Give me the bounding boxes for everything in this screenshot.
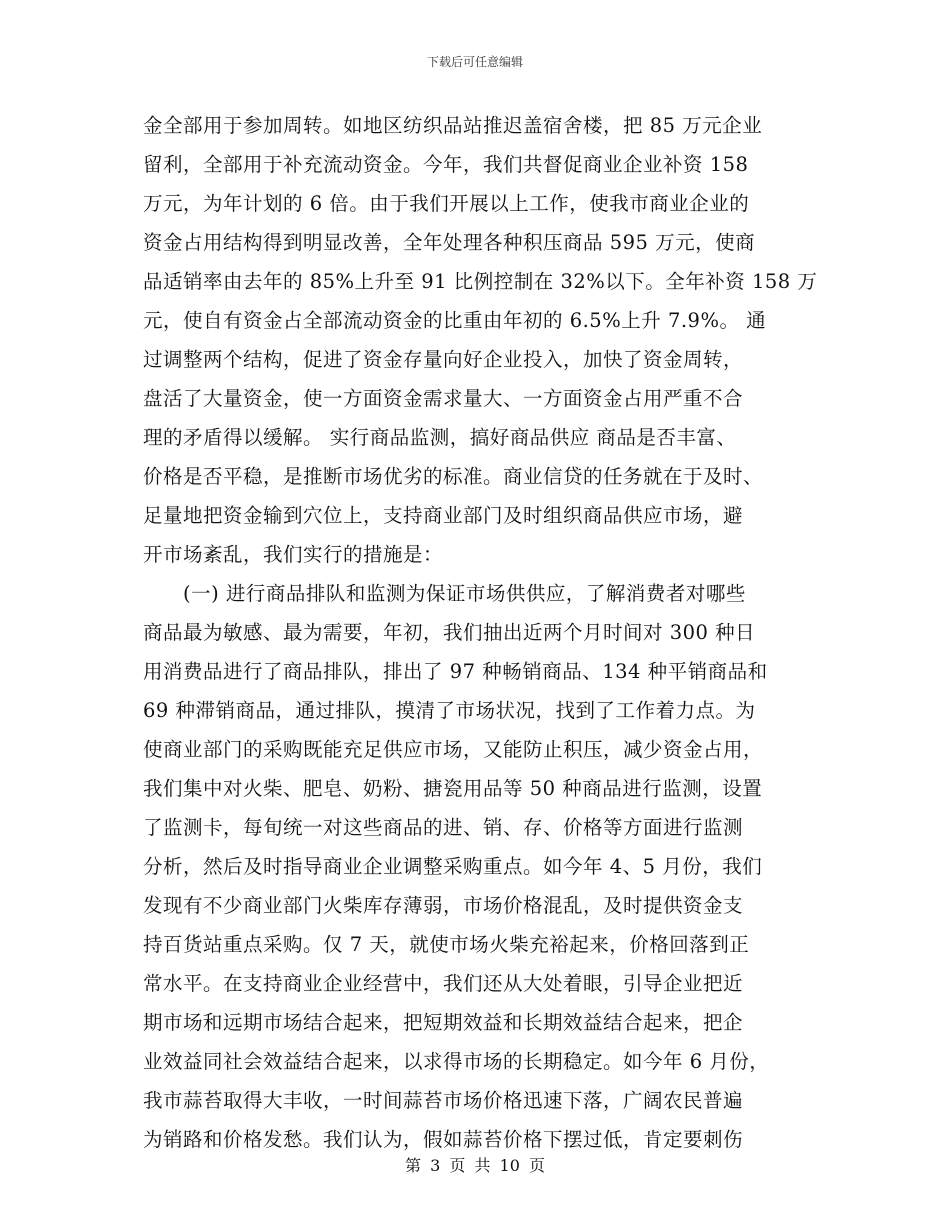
text-line: 我们集中对火柴、肥皂、奶粉、搪瓷用品等 50 种商品进行监测，设置 [143, 777, 763, 800]
text-line: 理的矛盾得以缓解。 实行商品监测，搞好商品供应 商品是否丰富、 [143, 426, 737, 449]
text-line: 开市场紊乱，我们实行的措施是： [143, 543, 444, 566]
text-line: 万元，为年计划的 6 倍。由于我们开展以上工作，使我市商业企业的 [143, 192, 750, 215]
text-line: 了监测卡，每旬统一对这些商品的进、销、存、价格等方面进行监测 [143, 816, 744, 839]
text-line: 足量地把资金输到穴位上，支持商业部门及时组织商品供应市场，避 [143, 504, 744, 527]
text-line: 我市蒜苔取得大丰收，一时间蒜苔市场价格迅速下落，广阔农民普遍 [143, 1089, 744, 1112]
text-line: 品适销率由去年的 85%上升至 91 比例控制在 32%以下。全年补资 158 万 [143, 270, 818, 293]
text-line: (一) 进行商品排队和监测为保证市场供供应，了解消费者对哪些 [143, 582, 746, 605]
text-line: 分析，然后及时指导商业企业调整采购重点。如今年 4、5 月份，我们 [143, 855, 763, 878]
text-line: 业效益同社会效益结合起来，以求得市场的长期稳定。如今年 6 月份， [143, 1050, 770, 1073]
text-line: 过调整两个结构，促进了资金存量向好企业投入，加快了资金周转， [143, 348, 744, 371]
page-number-footer: 第 3 页 共 10 页 [405, 1156, 545, 1175]
text-line: 期市场和远期市场结合起来，把短期效益和长期效益结合起来，把企 [143, 1011, 744, 1034]
text-line: 商品最为敏感、最为需要，年初，我们抽出近两个月时间对 300 种日 [143, 621, 756, 644]
text-line: 常水平。在支持商业企业经营中，我们还从大处着眼，引导企业把近 [143, 972, 744, 995]
page-header: 下载后可任意编辑 [426, 55, 523, 69]
text-line: 为销路和价格发愁。我们认为，假如蒜苔价格下摆过低，肯定要刺伤 [143, 1128, 744, 1151]
text-line: 留利，全部用于补充流动资金。今年，我们共督促商业企业补资 158 [143, 153, 749, 176]
text-line: 价格是否平稳，是推断市场优劣的标准。商业信贷的任务就在于及时、 [143, 465, 764, 488]
text-line: 发现有不少商业部门火柴库存薄弱，市场价格混乱，及时提供资金支 [143, 894, 744, 917]
text-line: 盘活了大量资金，使一方面资金需求量大、一方面资金占用严重不合 [143, 387, 744, 410]
document-body [143, 106, 818, 1159]
text-line: 持百货站重点采购。仅 7 天，就使市场火柴充裕起来，价格回落到正 [143, 933, 750, 956]
text-line: 使商业部门的采购既能充足供应市场，又能防止积压，减少资金占用， [143, 738, 764, 761]
text-line: 元，使自有资金占全部流动资金的比重由年初的 6.5%上升 7.9%。 通 [143, 309, 767, 332]
text-line: 用消费品进行了商品排队，排出了 97 种畅销商品、134 种平销商品和 [143, 660, 768, 683]
text-line: 69 种滞销商品，通过排队，摸清了市场状况，找到了工作着力点。为 [143, 699, 756, 722]
text-line: 金全部用于参加周转。如地区纺织品站推迟盖宿舍楼，把 85 万元企业 [143, 114, 763, 137]
text-line: 资金占用结构得到明显改善，全年处理各种积压商品 595 万元，使商 [143, 231, 756, 254]
